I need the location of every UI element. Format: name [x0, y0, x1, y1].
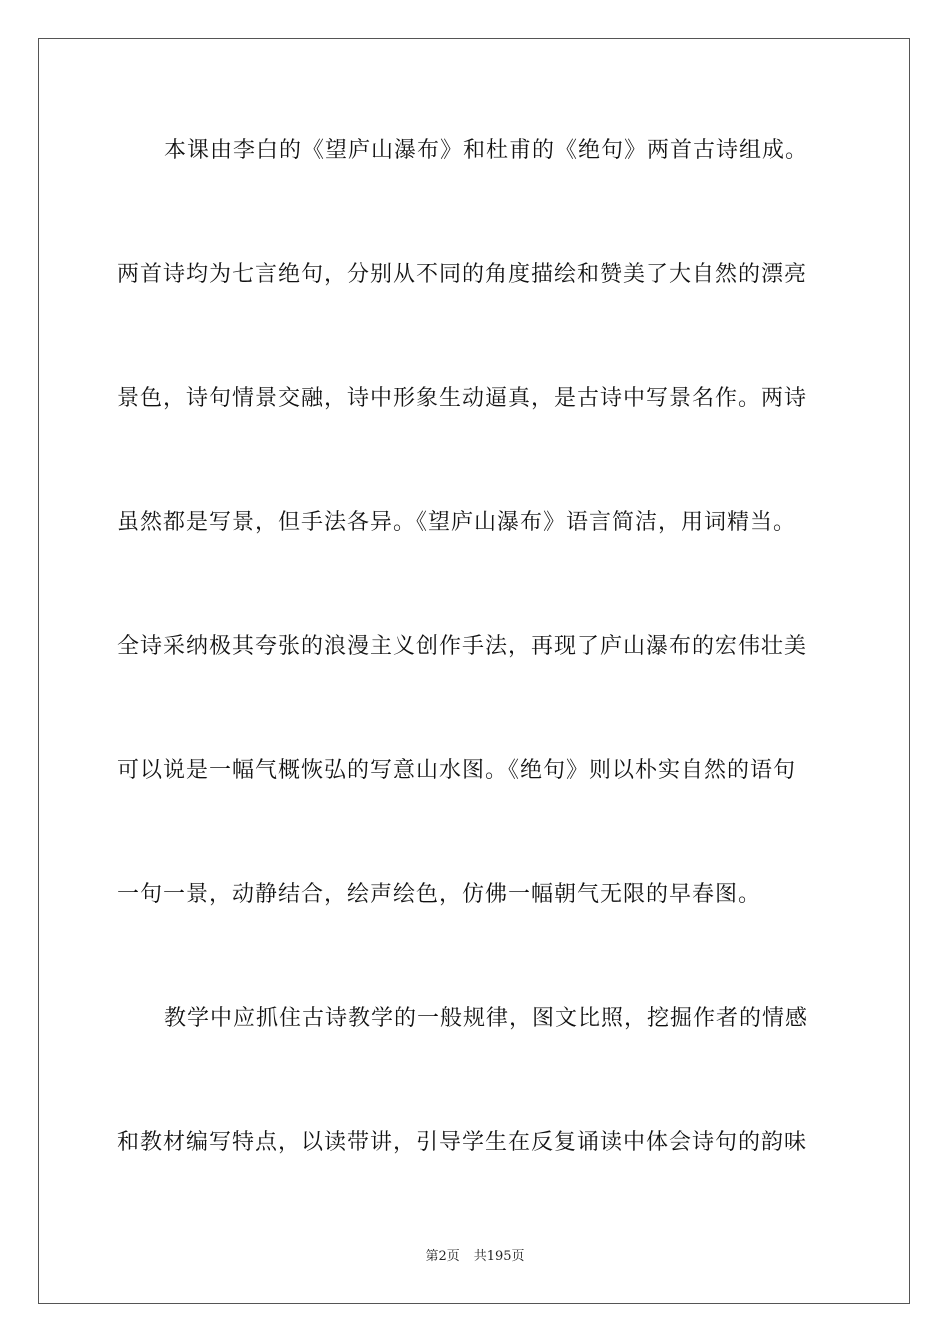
text-line: 可以说是一幅气概恢弘的写意山水图。《绝句》则以朴实自然的语句: [117, 758, 797, 783]
text-line: 全诗采纳极其夸张的浪漫主义创作手法，再现了庐山瀑布的宏伟壮美: [117, 634, 808, 659]
text-line: 景色，诗句情景交融，诗中形象生动逼真，是古诗中写景名作。两诗: [117, 386, 808, 411]
text-line: 虽然都是写景，但手法各异。《望庐山瀑布》语言简洁，用词精当。: [117, 510, 797, 535]
text-line: 两首诗均为七言绝句，分别从不同的角度描绘和赞美了大自然的漂亮: [117, 262, 808, 287]
text-line: 和教材编写特点，以读带讲，引导学生在反复诵读中体会诗句的韵味: [117, 1130, 808, 1155]
page-number: 第2页: [425, 1249, 460, 1264]
page-border: [38, 38, 910, 1304]
page-footer: [0, 1248, 950, 1266]
text-line: 一句一景，动静结合，绘声绘色，仿佛一幅朝气无限的早春图。: [117, 882, 762, 907]
text-line: 本课由李白的《望庐山瀑布》和杜甫的《绝句》两首古诗组成。: [164, 138, 809, 163]
text-line: 教学中应抓住古诗教学的一般规律，图文比照，挖掘作者的情感: [164, 1006, 809, 1031]
page-total: 共195页: [473, 1249, 525, 1264]
